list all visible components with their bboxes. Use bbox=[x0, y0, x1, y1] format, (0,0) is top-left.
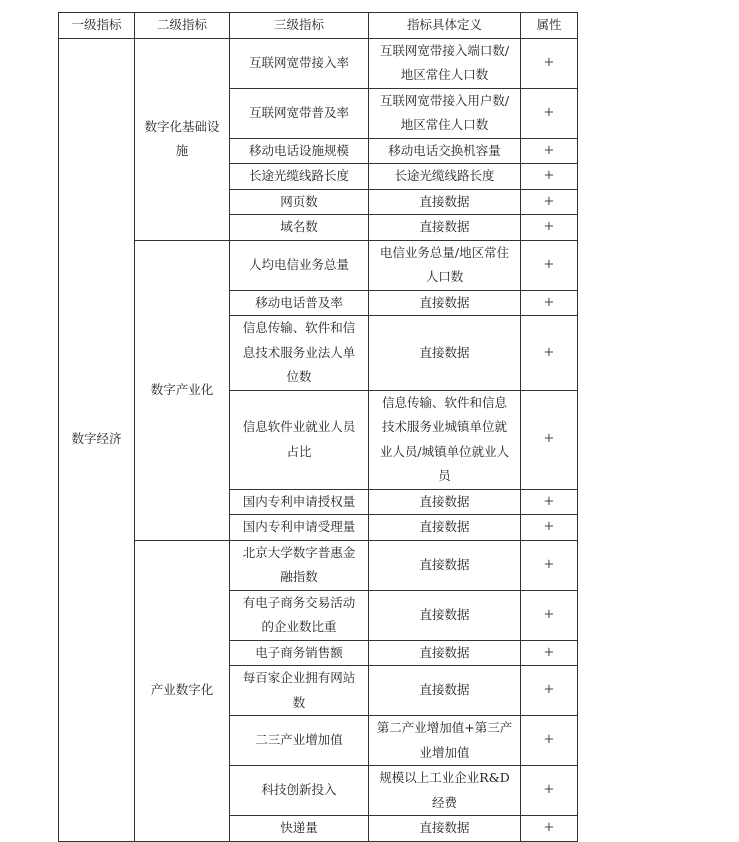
level3-cell: 二三产业增加值 bbox=[230, 716, 369, 766]
table-body bbox=[59, 38, 578, 841]
definition-cell: 互联网宽带接入端口数/ 地区常住人口数 bbox=[369, 38, 521, 88]
definition-cell: 互联网宽带接入用户数/ 地区常住人口数 bbox=[369, 88, 521, 138]
attribute-cell: + bbox=[521, 290, 578, 316]
definition-cell: 直接数据 bbox=[369, 290, 521, 316]
definition-cell: 长途光缆线路长度 bbox=[369, 164, 521, 190]
attribute-cell: + bbox=[521, 240, 578, 290]
attribute-cell: + bbox=[521, 716, 578, 766]
attribute-cell: + bbox=[521, 138, 578, 164]
level3-cell: 长途光缆线路长度 bbox=[230, 164, 369, 190]
header-level1: 一级指标 bbox=[59, 13, 135, 39]
indicator-table bbox=[58, 12, 578, 842]
header-level3: 三级指标 bbox=[230, 13, 369, 39]
definition-cell: 信息传输、软件和信息 技术服务业城镇单位就 业人员/城镇单位就业人 员 bbox=[369, 390, 521, 489]
definition-cell: 直接数据 bbox=[369, 590, 521, 640]
level3-cell: 移动电话普及率 bbox=[230, 290, 369, 316]
level3-cell: 快递量 bbox=[230, 816, 369, 842]
definition-cell: 移动电话交换机容量 bbox=[369, 138, 521, 164]
table-row bbox=[59, 240, 578, 290]
attribute-cell: + bbox=[521, 390, 578, 489]
level3-cell: 国内专利申请受理量 bbox=[230, 515, 369, 541]
table-header-row bbox=[59, 13, 578, 39]
level3-cell: 电子商务销售额 bbox=[230, 640, 369, 666]
level2-cell: 产业数字化 bbox=[135, 540, 230, 841]
definition-cell: 直接数据 bbox=[369, 666, 521, 716]
level3-cell: 互联网宽带接入率 bbox=[230, 38, 369, 88]
level3-cell: 信息软件业就业人员 占比 bbox=[230, 390, 369, 489]
level2-cell: 数字产业化 bbox=[135, 240, 230, 540]
attribute-cell: + bbox=[521, 515, 578, 541]
definition-cell: 电信业务总量/地区常住 人口数 bbox=[369, 240, 521, 290]
attribute-cell: + bbox=[521, 215, 578, 241]
definition-cell: 第二产业增加值+第三产 业增加值 bbox=[369, 716, 521, 766]
header-level2: 二级指标 bbox=[135, 13, 230, 39]
attribute-cell: + bbox=[521, 316, 578, 391]
table-row bbox=[59, 38, 578, 88]
level3-cell: 互联网宽带普及率 bbox=[230, 88, 369, 138]
definition-cell: 直接数据 bbox=[369, 316, 521, 391]
level3-cell: 移动电话设施规模 bbox=[230, 138, 369, 164]
definition-cell: 直接数据 bbox=[369, 215, 521, 241]
definition-cell: 直接数据 bbox=[369, 640, 521, 666]
attribute-cell: + bbox=[521, 164, 578, 190]
attribute-cell: + bbox=[521, 816, 578, 842]
level3-cell: 信息传输、软件和信 息技术服务业法人单 位数 bbox=[230, 316, 369, 391]
attribute-cell: + bbox=[521, 88, 578, 138]
definition-cell: 直接数据 bbox=[369, 816, 521, 842]
level3-cell: 国内专利申请授权量 bbox=[230, 489, 369, 515]
definition-cell: 直接数据 bbox=[369, 540, 521, 590]
attribute-cell: + bbox=[521, 666, 578, 716]
level3-cell: 网页数 bbox=[230, 189, 369, 215]
level3-cell: 每百家企业拥有网站 数 bbox=[230, 666, 369, 716]
attribute-cell: + bbox=[521, 640, 578, 666]
level1-cell: 数字经济 bbox=[59, 38, 135, 841]
level2-cell: 数字化基础设 施 bbox=[135, 38, 230, 240]
attribute-cell: + bbox=[521, 590, 578, 640]
definition-cell: 直接数据 bbox=[369, 515, 521, 541]
attribute-cell: + bbox=[521, 38, 578, 88]
definition-cell: 直接数据 bbox=[369, 189, 521, 215]
header-definition: 指标具体定义 bbox=[369, 13, 521, 39]
attribute-cell: + bbox=[521, 540, 578, 590]
level3-cell: 域名数 bbox=[230, 215, 369, 241]
attribute-cell: + bbox=[521, 766, 578, 816]
attribute-cell: + bbox=[521, 489, 578, 515]
level3-cell: 科技创新投入 bbox=[230, 766, 369, 816]
header-attribute: 属性 bbox=[521, 13, 578, 39]
level3-cell: 有电子商务交易活动 的企业数比重 bbox=[230, 590, 369, 640]
definition-cell: 规模以上工业企业R&D 经费 bbox=[369, 766, 521, 816]
attribute-cell: + bbox=[521, 189, 578, 215]
definition-cell: 直接数据 bbox=[369, 489, 521, 515]
level3-cell: 人均电信业务总量 bbox=[230, 240, 369, 290]
level3-cell: 北京大学数字普惠金 融指数 bbox=[230, 540, 369, 590]
table-row bbox=[59, 540, 578, 590]
